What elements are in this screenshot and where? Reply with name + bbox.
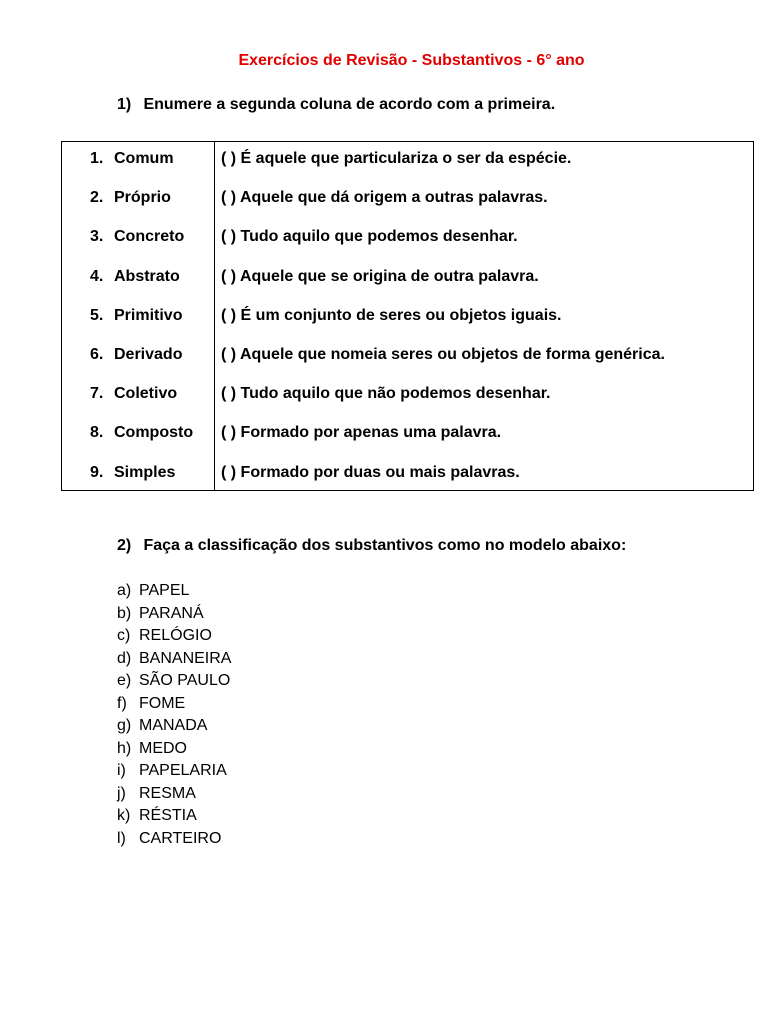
row-term: Próprio [114, 189, 171, 207]
table-row [62, 421, 753, 445]
table-row [62, 265, 753, 289]
question-1 [117, 96, 555, 114]
table-row [62, 304, 753, 328]
row-description: ( ) Aquele que nomeia seres ou objetos de forma genérica. [221, 346, 665, 363]
row-description: ( ) É um conjunto de seres ou objetos iguais. [221, 306, 562, 324]
row-description: ( ) Aquele que dá origem a outras palavras. [221, 189, 548, 207]
row-term: Concreto [114, 228, 185, 246]
row-number: 2. [90, 189, 104, 207]
row-term: Comum [114, 150, 174, 167]
row-description: ( ) Formado por duas ou mais palavras. [221, 463, 520, 481]
row-term: Coletivo [114, 385, 178, 403]
row-description: ( ) Aquele que se origina de outra palavra. [221, 267, 539, 285]
list-item [117, 580, 231, 603]
item-word: RESMA [139, 784, 196, 802]
list-item [117, 783, 231, 806]
row-description: ( ) Formado por apenas uma palavra. [221, 424, 502, 442]
item-letter: j) [117, 784, 126, 802]
list-item [117, 648, 231, 671]
question-2-text: Faça a classificação dos substantivos como no modelo abaixo: [143, 537, 627, 554]
item-word: MEDO [139, 739, 187, 757]
list-item [117, 670, 231, 693]
question-1-number: 1) [117, 96, 132, 113]
table-row [62, 343, 753, 367]
item-letter: k) [117, 807, 131, 824]
item-word: SÃO PAULO [139, 672, 231, 689]
item-word: PAPELARIA [139, 762, 227, 779]
item-letter: c) [117, 627, 131, 644]
list-item [117, 693, 231, 716]
table-row [62, 147, 753, 171]
row-number: 9. [90, 463, 104, 481]
question-2 [117, 537, 626, 555]
row-description: ( ) Tudo aquilo que podemos desenhar. [221, 228, 518, 246]
row-term: Primitivo [114, 306, 183, 324]
row-term: Simples [114, 463, 176, 481]
item-letter: a) [117, 582, 132, 599]
question-2-number: 2) [117, 537, 132, 554]
item-word: PAPEL [139, 582, 190, 599]
table-row [62, 461, 753, 485]
item-letter: f) [117, 694, 127, 712]
row-number: 3. [90, 228, 104, 246]
item-word: MANADA [139, 717, 208, 734]
row-number: 8. [90, 424, 104, 442]
list-item [117, 603, 231, 626]
matching-table [61, 141, 754, 491]
row-term: Abstrato [114, 267, 180, 285]
row-number: 4. [90, 267, 104, 285]
item-word: PARANÁ [139, 604, 204, 622]
list-item [117, 805, 231, 828]
question-1-text: Enumere a segunda coluna de acordo com a primeira. [143, 96, 556, 113]
item-letter: g) [117, 717, 132, 734]
row-description: ( ) Tudo aquilo que não podemos desenhar. [221, 385, 551, 403]
list-item [117, 625, 231, 648]
item-word: FOME [139, 694, 186, 712]
item-word: RELÓGIO [139, 627, 212, 644]
row-number: 1. [90, 150, 104, 167]
list-item [117, 760, 231, 783]
item-letter: l) [117, 829, 126, 847]
row-number: 6. [90, 346, 104, 363]
item-word: BANANEIRA [139, 649, 232, 667]
row-description: ( ) É aquele que particulariza o ser da espécie. [221, 150, 572, 167]
item-letter: i) [117, 762, 126, 779]
item-word: RÉSTIA [139, 807, 197, 824]
row-term: Composto [114, 424, 194, 442]
item-letter: e) [117, 672, 132, 689]
row-number: 7. [90, 385, 104, 403]
list-item [117, 738, 231, 761]
item-letter: b) [117, 604, 132, 622]
page-title: Exercícios de Revisão - Substantivos - 6° ano [238, 52, 585, 69]
item-letter: h) [117, 739, 132, 757]
list-item [117, 715, 231, 738]
row-number: 5. [90, 306, 104, 324]
list-item [117, 828, 231, 851]
table-row [62, 382, 753, 406]
table-row [62, 225, 753, 249]
noun-list [117, 580, 231, 850]
item-letter: d) [117, 649, 132, 667]
table-row [62, 186, 753, 210]
item-word: CARTEIRO [139, 829, 222, 847]
row-term: Derivado [114, 346, 183, 363]
